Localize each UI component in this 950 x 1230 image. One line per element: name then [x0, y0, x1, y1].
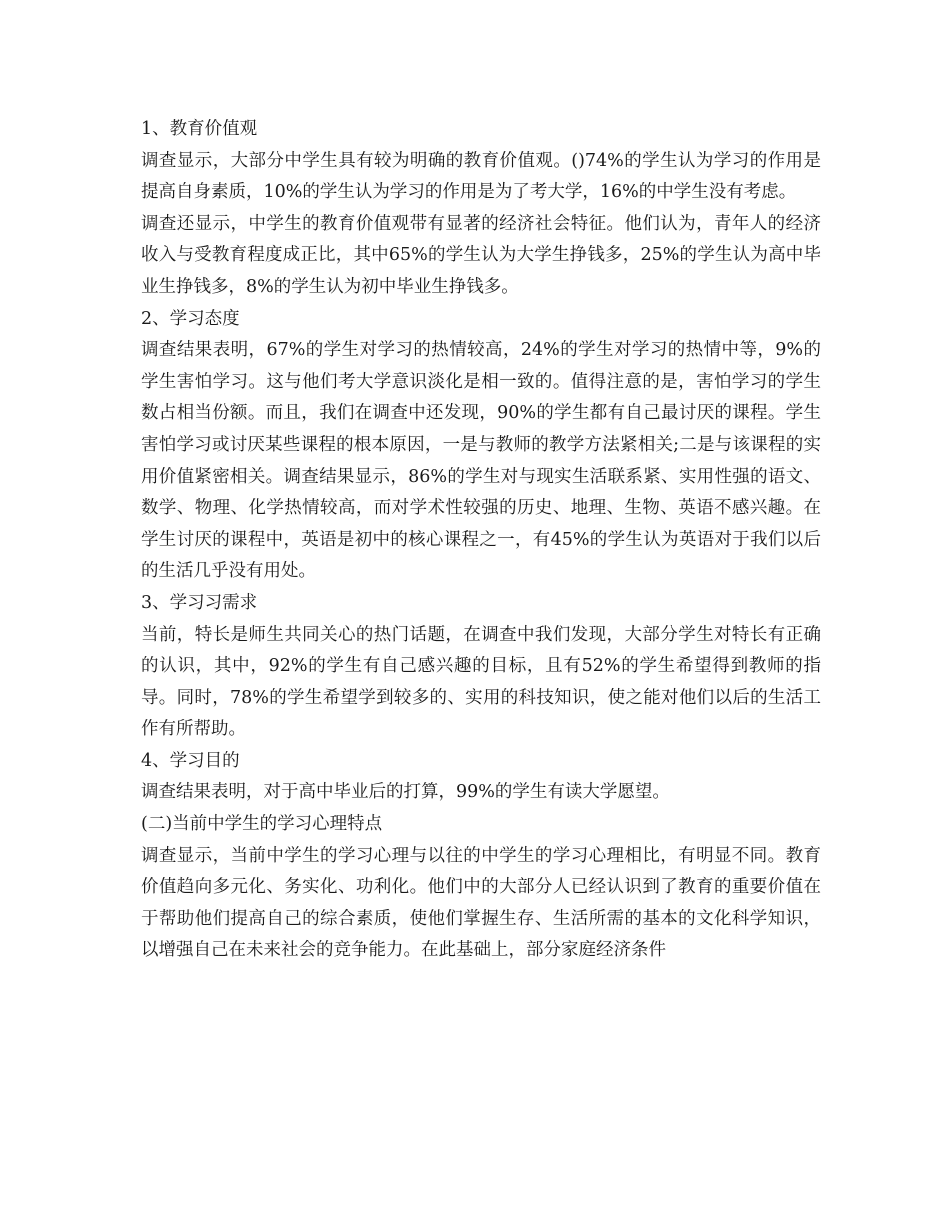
paragraph-education-values-survey: 调查显示，大部分中学生具有较为明确的教育价值观。()74%的学生认为学习的作用是提高自身素质，10%的学生认为学习的作用是为了考大学，16%的中学生没有考虑。 [141, 150, 821, 203]
paragraph-learning-goals: 调查结果表明，对于高中毕业后的打算，99%的学生有读大学愿望。 [141, 782, 670, 803]
paragraph-economic-features: 调查还显示，中学生的教育价值观带有显著的经济社会特征。他们认为，青年人的经济收入与受教育程度成正比，其中65%的学生认为大学生挣钱多，25%的学生认为高中毕业生挣钱多，8%的学生认为初中毕业生挣钱多。 [141, 213, 821, 297]
paragraph-learning-psychology: 调查显示，当前中学生的学习心理与以往的中学生的学习心理相比，有明显不同。教育价值趋向多元化、务实化、功利化。他们中的大部分人已经认识到了教育的重要价值在于帮助他们提高自己的综合素质，使他们掌握生存、生活所需的基本的文化科学知识，以增强自己在未来社会的竞争能力。在此基础上，部分家庭经济条件 [141, 845, 821, 961]
paragraph-learning-attitude: 调查结果表明，67%的学生对学习的热情较高，24%的学生对学习的热情中等，9%的学生害怕学习。这与他们考大学意识淡化是相一致的。值得注意的是，害怕学习的学生数占相当份额。而且，我们在调查中还发现，90%的学生都有自己最讨厌的课程。学生害怕学习或讨厌某些课程的根本原因，一是与教师的教学方法紧相关;二是与该课程的实用价值紧密相关。调查结果显示，86%的学生对与现实生活联系紧、实用性强的语文、数学、物理、化学热情较高，而对学术性较强的历史、地理、生物、英语不感兴趣。在学生讨厌的课程中，英语是初中的核心课程之一，有45%的学生认为英语对于我们以后的生活几乎没有用处。 [141, 340, 821, 582]
paragraph-learning-needs: 当前，特长是师生共同关心的热门话题，在调查中我们发现，大部分学生对特长有正确的认识，其中，92%的学生有自己感兴趣的目标，且有52%的学生希望得到教师的指导。同时，78%的学生希望学到较多的、实用的科技知识，使之能对他们以后的生活工作有所帮助。 [141, 624, 821, 740]
heading-learning-attitude: 2、学习态度 [141, 308, 240, 329]
heading-learning-goals: 4、学习目的 [141, 750, 240, 771]
heading-learning-needs: 3、学习习需求 [141, 592, 258, 613]
heading-learning-psychology: (二)当前中学生的学习心理特点 [141, 814, 383, 835]
document-body [141, 114, 821, 967]
heading-education-values: 1、教育价值观 [141, 119, 258, 139]
